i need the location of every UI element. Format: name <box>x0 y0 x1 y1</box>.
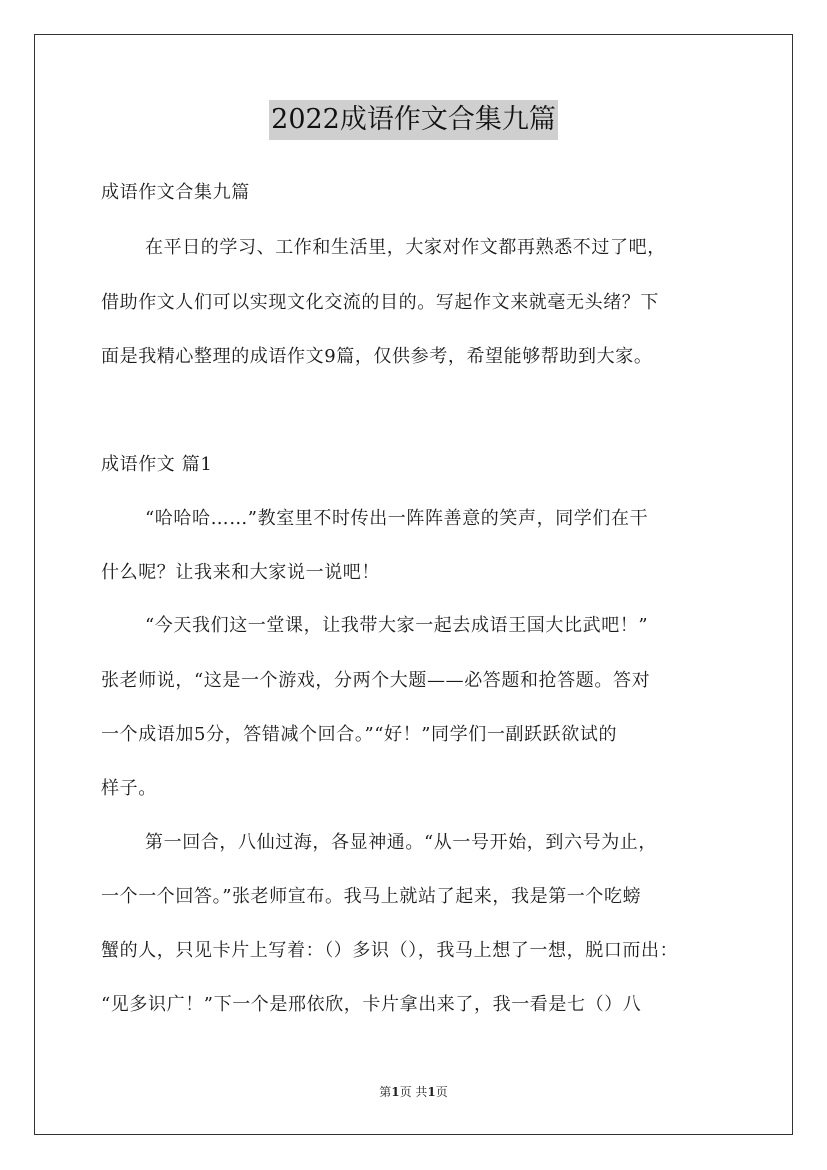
paragraph-line: 什么呢？让我来和大家说一说吧！ <box>101 562 380 583</box>
paragraph-line: 蟹的人，只见卡片上写着：（）多识（），我马上想了一想，脱口而出： <box>101 940 679 961</box>
paragraph-line: “哈哈哈……”教室里不时传出一阵阵善意的笑声，同学们在干 <box>145 508 649 529</box>
footer-page-total: 1 <box>427 1085 436 1099</box>
paragraph-line: “见多识广！”下一个是邢依欣，卡片拿出来了，我一看是七（）八 <box>101 994 642 1015</box>
footer-page-current: 1 <box>391 1085 400 1099</box>
paragraph-line: 一个一个回答。”张老师宣布。我马上就站了起来，我是第一个吃螃 <box>101 886 642 907</box>
paragraph-line: 张老师说，“这是一个游戏，分两个大题——必答题和抢答题。答对 <box>101 670 651 691</box>
paragraph-line: 样子。 <box>101 778 157 799</box>
paragraph-line: “今天我们这一堂课，让我带大家一起去成语王国大比武吧！” <box>145 615 649 636</box>
paragraph-line: 面是我精心整理的成语作文9篇，仅供参考，希望能够帮助到大家。 <box>101 346 653 367</box>
paragraph-line: 借助作文人们可以实现文化交流的目的。写起作文来就毫无头绪？下 <box>101 292 659 313</box>
paragraph-line: 一个成语加5分，答错减个回合。”“好！”同学们一副跃跃欲试的 <box>101 724 618 745</box>
paragraph-line: 在平日的学习、工作和生活里，大家对作文都再熟悉不过了吧， <box>145 237 666 258</box>
section-heading: 成语作文 篇1 <box>101 454 213 475</box>
title-container <box>0 100 827 140</box>
footer-page-mid: 页 共 <box>399 1085 428 1099</box>
document-title: 2022成语作文合集九篇 <box>269 100 558 140</box>
page-footer <box>0 1083 827 1100</box>
footer-page-suffix: 页 <box>435 1085 448 1099</box>
paragraph-line: 第一回合，八仙过海，各显神通。“从一号开始，到六号为止， <box>145 832 657 853</box>
footer-page-prefix: 第 <box>379 1085 392 1099</box>
subtitle: 成语作文合集九篇 <box>101 182 250 203</box>
